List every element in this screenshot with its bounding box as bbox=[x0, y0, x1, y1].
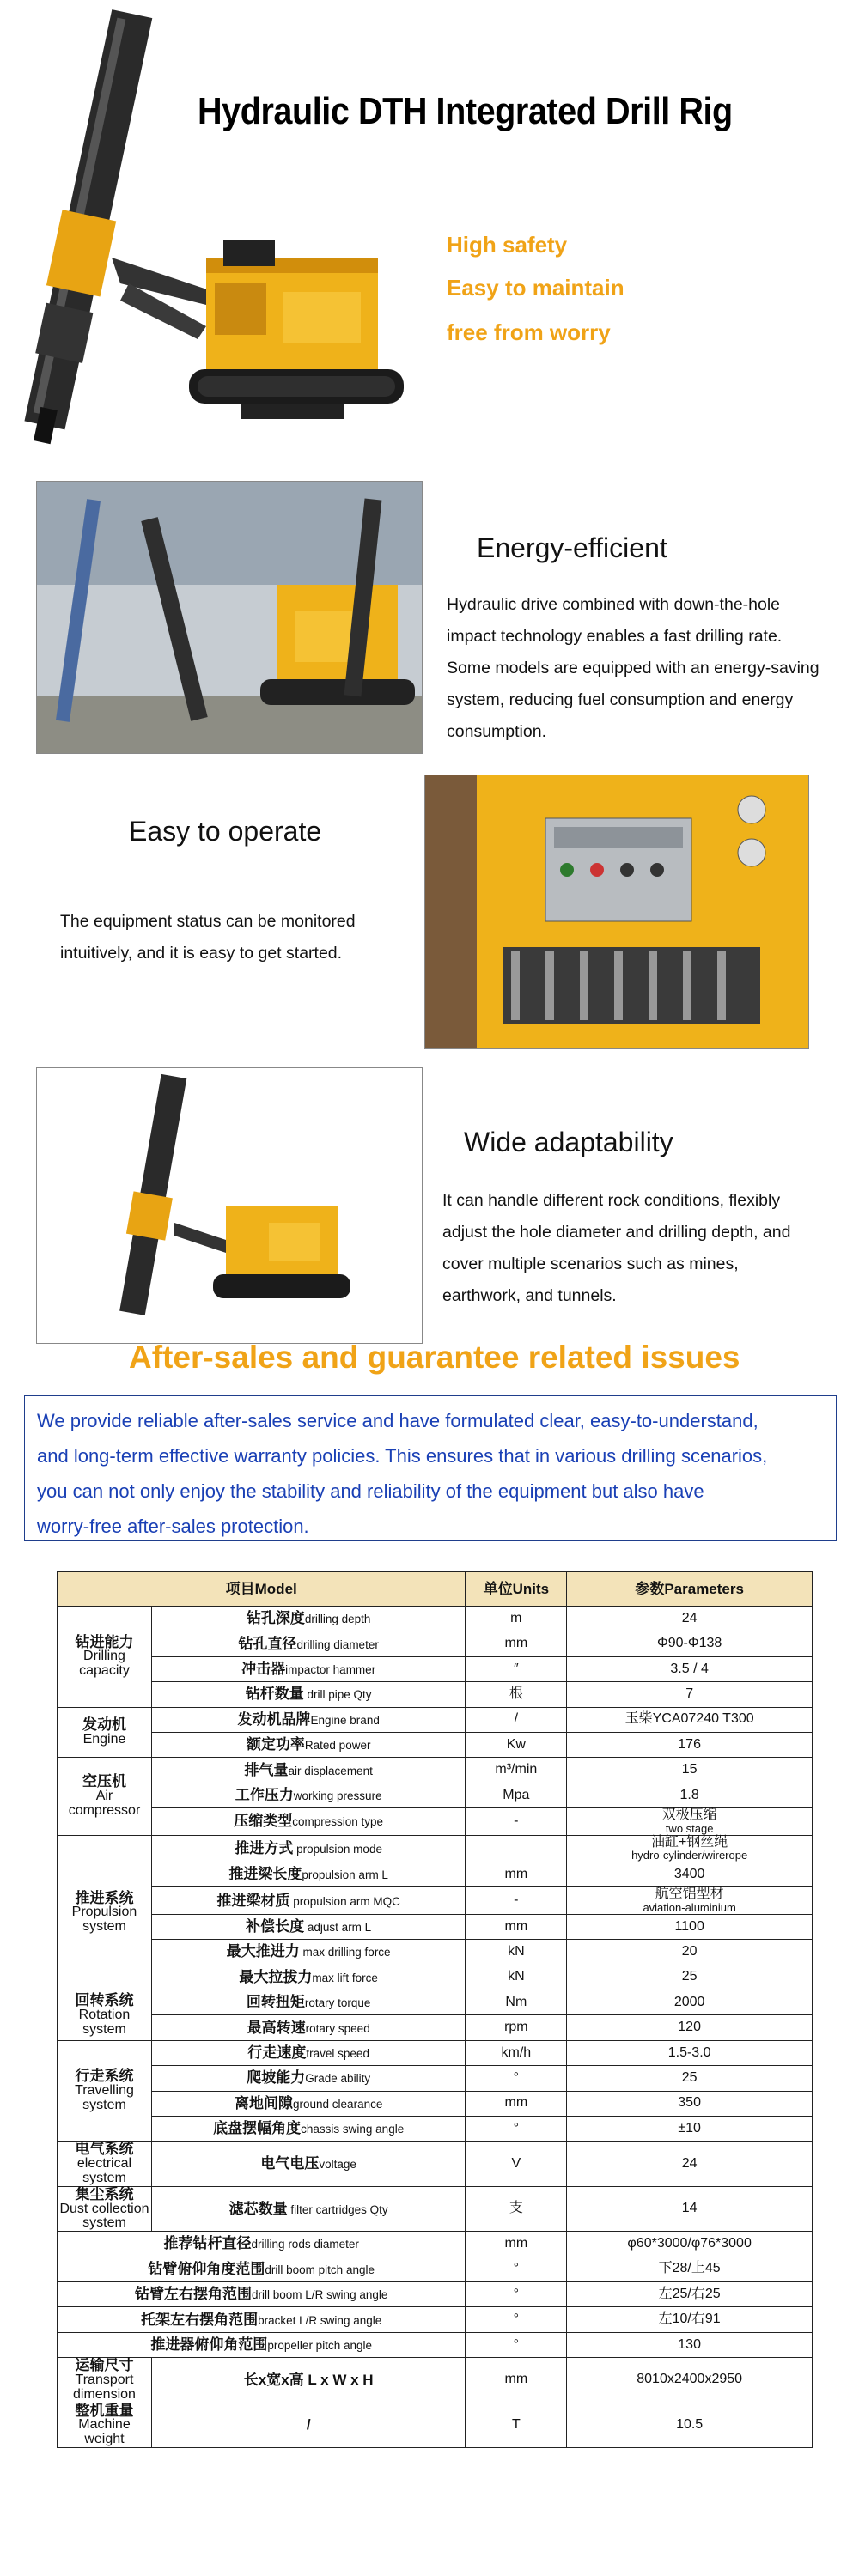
spec-item bbox=[151, 2040, 465, 2065]
spec-value bbox=[567, 1656, 813, 1681]
header-param: 参数Parameters bbox=[567, 1572, 813, 1607]
spec-category-en: Air compressor bbox=[68, 1789, 141, 1818]
energy-line: consumption. bbox=[447, 722, 546, 741]
spec-unit: kN bbox=[466, 1940, 567, 1965]
spec-item-en: rotary speed bbox=[305, 2021, 370, 2035]
spec-row bbox=[58, 1656, 813, 1681]
spec-item-cn: 爬坡能力 bbox=[247, 2069, 306, 2087]
spec-item bbox=[151, 1631, 465, 1656]
spec-value-text: 下28/上45 bbox=[658, 2261, 721, 2276]
spec-item-en: Grade ability bbox=[305, 2072, 371, 2086]
spec-value bbox=[567, 1707, 813, 1732]
spec-value-text: 176 bbox=[678, 1736, 701, 1752]
feature-high-safety: High safety bbox=[447, 232, 568, 258]
spec-item bbox=[58, 2307, 466, 2332]
spec-value-text: 玉柴YCA07240 T300 bbox=[624, 1711, 754, 1727]
spec-value-text: 25 bbox=[681, 1969, 698, 1984]
spec-unit: mm bbox=[466, 1862, 567, 1887]
spec-item-cn: 底盘摆幅角度 bbox=[213, 2120, 302, 2137]
spec-value-text: 15 bbox=[681, 1762, 698, 1777]
spec-item bbox=[151, 1682, 465, 1707]
spec-unit: ″ bbox=[466, 1656, 567, 1681]
spec-category-en: Travelling system bbox=[75, 2083, 134, 2112]
spec-value-text: 双极压缩 bbox=[661, 1807, 717, 1823]
spec-value bbox=[567, 2066, 813, 2091]
spec-value-text: 3.5 / 4 bbox=[670, 1661, 709, 1676]
spec-value-text: 2000 bbox=[673, 1994, 705, 2009]
spec-row bbox=[58, 2040, 813, 2065]
spec-category-en: Machine weight bbox=[78, 2417, 131, 2447]
spec-item-en: Engine brand bbox=[310, 1713, 380, 1727]
spec-unit: / bbox=[466, 1707, 567, 1732]
spec-value-text: 120 bbox=[678, 2020, 701, 2035]
spec-item bbox=[58, 2332, 466, 2357]
spec-row bbox=[58, 2257, 813, 2281]
spec-item-cn: 回转扭矩 bbox=[246, 1994, 305, 2011]
spec-item-en: propulsion arm L bbox=[302, 1868, 388, 1882]
spec-row bbox=[58, 1914, 813, 1939]
spec-category-en: Engine bbox=[82, 1731, 126, 1747]
spec-row bbox=[58, 1808, 813, 1835]
spec-item-en: bracket L/R swing angle bbox=[258, 2313, 382, 2327]
spec-value bbox=[567, 2282, 813, 2307]
spec-value-text: 24 bbox=[681, 2155, 698, 2171]
after-sales-notice bbox=[24, 1395, 837, 1541]
spec-item-cn: 推进梁材质 bbox=[216, 1892, 290, 1909]
spec-item-en: max lift force bbox=[312, 1971, 378, 1984]
spec-value-text: ±10 bbox=[678, 2120, 701, 2136]
spec-item-cn: 冲击器 bbox=[241, 1661, 286, 1678]
spec-category-en: Dust collection system bbox=[59, 2201, 149, 2231]
spec-item bbox=[151, 2015, 465, 2040]
spec-item bbox=[151, 1707, 465, 1732]
spec-value-text: Φ90-Φ138 bbox=[656, 1636, 722, 1651]
spec-category-en: Transport dimension bbox=[73, 2372, 136, 2402]
spec-value-sub: hydro-cylinder/wirerope bbox=[631, 1849, 748, 1862]
spec-item-cn: 额定功率 bbox=[246, 1736, 305, 1753]
spec-value-text: 130 bbox=[678, 2336, 701, 2352]
spec-value bbox=[567, 1990, 813, 2015]
spec-category-cn: 回转系统 bbox=[75, 1992, 134, 2009]
spec-value bbox=[567, 1808, 813, 1835]
operate-heading: Easy to operate bbox=[129, 816, 322, 847]
spec-item bbox=[151, 2142, 465, 2186]
spec-value-text: φ60*3000/φ76*3000 bbox=[627, 2236, 752, 2251]
spec-item bbox=[58, 2232, 466, 2257]
spec-category bbox=[58, 1835, 152, 1990]
spec-value bbox=[567, 1835, 813, 1862]
spec-category-cn: 行走系统 bbox=[75, 2068, 134, 2085]
spec-item-cn: 推荐钻杆直径 bbox=[163, 2235, 252, 2252]
spec-row bbox=[58, 1607, 813, 1631]
spec-row bbox=[58, 1682, 813, 1707]
spec-item bbox=[151, 1783, 465, 1807]
spec-item bbox=[151, 1965, 465, 1990]
spec-item-cn: 排气量 bbox=[244, 1761, 289, 1778]
adapt-line: It can handle different rock conditions, flexibly bbox=[442, 1191, 781, 1210]
after-sales-heading: After-sales and guarantee related issues bbox=[129, 1340, 740, 1375]
energy-line: Some models are equipped with an energy-saving bbox=[447, 659, 819, 677]
adapt-line: earthwork, and tunnels. bbox=[442, 1286, 617, 1305]
spec-item bbox=[151, 1862, 465, 1887]
spec-item-en: drilling diameter bbox=[296, 1637, 379, 1651]
spec-item-en: Rated power bbox=[304, 1739, 371, 1753]
spec-value-text: 7 bbox=[685, 1686, 694, 1701]
spec-item-cn: 最大拉拔力 bbox=[239, 1968, 313, 1985]
spec-row bbox=[58, 2066, 813, 2091]
spec-item-cn: 托架左右摆角范围 bbox=[141, 2311, 259, 2328]
spec-value: 10.5 bbox=[567, 2403, 813, 2447]
spec-item-cn: 钻臂左右摆角范围 bbox=[135, 2286, 253, 2303]
spec-value-text: 14 bbox=[681, 2201, 698, 2216]
spec-unit: km/h bbox=[466, 2040, 567, 2065]
spec-row bbox=[58, 1965, 813, 1990]
spec-unit: m³/min bbox=[466, 1758, 567, 1783]
spec-value bbox=[567, 2332, 813, 2357]
spec-unit: m bbox=[466, 1607, 567, 1631]
spec-item-en: working pressure bbox=[293, 1789, 382, 1802]
spec-value bbox=[567, 1732, 813, 1757]
spec-value bbox=[567, 1607, 813, 1631]
spec-item-en: rotary torque bbox=[304, 1996, 371, 2010]
spec-row bbox=[58, 1758, 813, 1783]
spec-unit: ° bbox=[466, 2066, 567, 2091]
energy-text bbox=[447, 589, 850, 748]
spec-item-en: propeller pitch angle bbox=[267, 2339, 372, 2353]
spec-value bbox=[567, 2307, 813, 2332]
spec-item-cn: 最大推进力 bbox=[226, 1943, 300, 1960]
spec-unit: mm bbox=[466, 2232, 567, 2257]
energy-line: impact technology enables a fast drilling rate. bbox=[447, 627, 783, 646]
adapt-text bbox=[442, 1185, 846, 1312]
spec-unit: V bbox=[466, 2142, 567, 2186]
spec-category-en: Rotation system bbox=[78, 2008, 131, 2037]
spec-item bbox=[151, 1887, 465, 1914]
spec-item bbox=[151, 1990, 465, 2015]
spec-item-en: drilling depth bbox=[304, 1613, 371, 1626]
after-sales-line: worry-free after-sales protection. bbox=[37, 1516, 309, 1537]
spec-row bbox=[58, 1940, 813, 1965]
spec-row bbox=[58, 1887, 813, 1914]
spec-value bbox=[567, 2116, 813, 2141]
after-sales-line: you can not only enjoy the stability and reliability of the equipment but also have bbox=[37, 1480, 704, 1502]
spec-value-text: 左25/右25 bbox=[658, 2286, 721, 2301]
spec-category-en: Drilling capacity bbox=[79, 1649, 130, 1679]
spec-item-cn: 最高转速 bbox=[247, 2019, 306, 2036]
spec-item-cn: 钻孔深度 bbox=[246, 1610, 305, 1627]
spec-value bbox=[567, 1631, 813, 1656]
spec-row bbox=[58, 1862, 813, 1887]
hero-drill-rig-image bbox=[0, 0, 447, 464]
spec-item-en: air displacement bbox=[288, 1764, 373, 1777]
operate-line: The equipment status can be monitored bbox=[60, 912, 356, 931]
spec-row bbox=[58, 2232, 813, 2257]
spec-value-sub: two stage bbox=[665, 1821, 714, 1835]
spec-item bbox=[151, 2091, 465, 2116]
spec-item-cn: 推进方式 bbox=[235, 1839, 294, 1856]
spec-value bbox=[567, 1887, 813, 1914]
spec-item bbox=[58, 2257, 466, 2281]
spec-item-en: voltage bbox=[319, 2158, 356, 2172]
spec-unit: mm bbox=[466, 1631, 567, 1656]
spec-category-cn: 集尘系统 bbox=[75, 2185, 134, 2202]
spec-category bbox=[58, 2186, 152, 2231]
spec-category bbox=[58, 1707, 152, 1758]
spec-item-en: filter cartridges Qty bbox=[287, 2202, 388, 2216]
spec-unit: - bbox=[466, 1887, 567, 1914]
spec-value-text: 左10/右91 bbox=[658, 2312, 721, 2327]
spec-value bbox=[567, 2015, 813, 2040]
spec-unit: mm bbox=[466, 2091, 567, 2116]
spec-value-text: 3400 bbox=[673, 1866, 705, 1881]
spec-category-en: Propulsion system bbox=[71, 1905, 137, 1935]
spec-value bbox=[567, 2232, 813, 2257]
spec-category-cn: 空压机 bbox=[82, 1773, 126, 1790]
energy-line: system, reducing fuel consumption and energy bbox=[447, 690, 794, 709]
spec-row bbox=[58, 2358, 813, 2403]
spec-category-cn: 推进系统 bbox=[75, 1889, 134, 1906]
spec-unit: T bbox=[466, 2403, 567, 2447]
spec-value bbox=[567, 1940, 813, 1965]
spec-row bbox=[58, 1631, 813, 1656]
energy-line: Hydraulic drive combined with down-the-hole bbox=[447, 595, 781, 614]
after-sales-line: We provide reliable after-sales service and have formulated clear, easy-to-understand, bbox=[37, 1410, 758, 1431]
energy-heading: Energy-efficient bbox=[477, 532, 667, 563]
spec-item bbox=[151, 1758, 465, 1783]
spec-unit: mm bbox=[466, 1914, 567, 1939]
spec-value bbox=[567, 2040, 813, 2065]
spec-category-en: electrical system bbox=[76, 2156, 132, 2185]
spec-item-en: adjust arm L bbox=[304, 1921, 372, 1935]
after-sales-line: and long-term effective warranty policies. This ensures that in various drilling scenarios, bbox=[37, 1445, 768, 1467]
spec-item-en: drilling rods diameter bbox=[251, 2238, 359, 2251]
spec-row bbox=[58, 1732, 813, 1757]
spec-item-cn: 钻杆数量 bbox=[245, 1686, 304, 1703]
spec-item-en: drill pipe Qty bbox=[303, 1688, 372, 1702]
spec-item bbox=[58, 2282, 466, 2307]
operate-line: intuitively, and it is easy to get started. bbox=[60, 944, 343, 963]
adapt-line: cover multiple scenarios such as mines, bbox=[442, 1255, 739, 1273]
spec-item-cn: 滤芯数量 bbox=[228, 2200, 288, 2217]
spec-category bbox=[58, 1607, 152, 1708]
spec-item bbox=[151, 1940, 465, 1965]
spec-item-en: impactor hammer bbox=[285, 1663, 376, 1677]
spec-item-cn: 发动机品牌 bbox=[237, 1710, 311, 1728]
spec-row bbox=[58, 2307, 813, 2332]
spec-row bbox=[58, 1707, 813, 1732]
spec-item-cn: 电气电压 bbox=[260, 2155, 320, 2172]
spec-item-cn: 工作压力 bbox=[235, 1787, 294, 1803]
spec-row bbox=[58, 2116, 813, 2141]
spec-item-en: drill boom pitch angle bbox=[265, 2263, 375, 2276]
spec-item bbox=[151, 1607, 465, 1631]
spec-category bbox=[58, 1758, 152, 1835]
spec-unit: mm bbox=[466, 2358, 567, 2403]
spec-value-sub: aviation-aluminium bbox=[643, 1901, 736, 1915]
spec-value-text: 1.8 bbox=[679, 1787, 699, 1802]
spec-item-en: chassis swing angle bbox=[301, 2123, 405, 2136]
spec-table bbox=[57, 1571, 813, 2448]
spec-item bbox=[151, 2066, 465, 2091]
spec-unit: ° bbox=[466, 2116, 567, 2141]
spec-value bbox=[567, 2257, 813, 2281]
spec-item bbox=[151, 1732, 465, 1757]
spec-value-text: 24 bbox=[681, 1610, 698, 1625]
spec-item-en: ground clearance bbox=[293, 2097, 383, 2111]
spec-category-cn: 钻进能力 bbox=[75, 1633, 134, 1650]
spec-value bbox=[567, 1862, 813, 1887]
spec-item-cn: 离地间隙 bbox=[235, 2094, 294, 2111]
spec-value bbox=[567, 1758, 813, 1783]
spec-unit: rpm bbox=[466, 2015, 567, 2040]
spec-row bbox=[58, 1990, 813, 2015]
spec-row bbox=[58, 1835, 813, 1862]
spec-item bbox=[151, 1835, 465, 1862]
spec-item bbox=[151, 1808, 465, 1835]
spec-item-en: travel speed bbox=[306, 2047, 369, 2061]
spec-value-text: 1.5-3.0 bbox=[667, 2044, 711, 2060]
feature-easy-maintain: Easy to maintain bbox=[447, 275, 624, 301]
spec-category bbox=[58, 2142, 152, 2186]
spec-row bbox=[58, 2142, 813, 2186]
spec-value bbox=[567, 2186, 813, 2231]
spec-category-cn: 运输尺寸 bbox=[75, 2357, 134, 2374]
page-title: Hydraulic DTH Integrated Drill Rig bbox=[198, 90, 733, 132]
spec-row bbox=[58, 2332, 813, 2357]
factory-photo bbox=[36, 481, 423, 754]
spec-category bbox=[58, 2403, 152, 2447]
spec-item bbox=[151, 1914, 465, 1939]
spec-value-text: 油缸+钢丝绳 bbox=[650, 1834, 728, 1850]
spec-unit: 支 bbox=[466, 2186, 567, 2231]
spec-item-cn: 行走速度 bbox=[247, 2044, 307, 2062]
spec-item-cn: 钻孔直径 bbox=[238, 1635, 297, 1652]
spec-item-cn: 钻臂俯仰角度范围 bbox=[148, 2260, 265, 2277]
spec-header-row bbox=[58, 1572, 813, 1607]
spec-item-en: propulsion mode bbox=[293, 1842, 382, 1856]
spec-unit: Nm bbox=[466, 1990, 567, 2015]
spec-unit: - bbox=[466, 1808, 567, 1835]
drill-rig-photo bbox=[36, 1067, 423, 1344]
spec-unit bbox=[466, 1835, 567, 1862]
feature-free-worry: free from worry bbox=[447, 319, 611, 345]
spec-item-en: compression type bbox=[292, 1815, 384, 1829]
spec-item-en: propulsion arm MQC bbox=[289, 1894, 400, 1908]
spec-item: / bbox=[151, 2403, 465, 2447]
spec-item-cn: 补偿长度 bbox=[246, 1918, 305, 1935]
spec-item-cn: 压缩类型 bbox=[234, 1813, 293, 1830]
spec-value: 8010x2400x2950 bbox=[567, 2358, 813, 2403]
spec-value bbox=[567, 1914, 813, 1939]
spec-row bbox=[58, 2403, 813, 2447]
spec-row bbox=[58, 2186, 813, 2231]
spec-value bbox=[567, 1682, 813, 1707]
spec-value bbox=[567, 1965, 813, 1990]
spec-unit: ° bbox=[466, 2332, 567, 2357]
spec-value-text: 25 bbox=[681, 2069, 698, 2085]
operate-text bbox=[60, 906, 430, 969]
spec-row bbox=[58, 1783, 813, 1807]
spec-value-text: 350 bbox=[678, 2095, 701, 2111]
header-unit: 单位Units bbox=[466, 1572, 567, 1607]
spec-row bbox=[58, 2015, 813, 2040]
spec-item: 长x宽x高 L x W x H bbox=[151, 2358, 465, 2403]
spec-category-cn: 发动机 bbox=[82, 1716, 126, 1734]
spec-item bbox=[151, 2186, 465, 2231]
spec-item-cn: 推进梁长度 bbox=[228, 1866, 302, 1883]
spec-item bbox=[151, 2116, 465, 2141]
spec-item-en: drill boom L/R swing angle bbox=[252, 2288, 388, 2302]
spec-value bbox=[567, 1783, 813, 1807]
spec-category-cn: 电气系统 bbox=[75, 2141, 134, 2158]
spec-category-cn: 整机重量 bbox=[75, 2402, 134, 2419]
spec-category bbox=[58, 2358, 152, 2403]
header-item: 项目Model bbox=[58, 1572, 466, 1607]
adapt-line: adjust the hole diameter and drilling depth, and bbox=[442, 1223, 791, 1242]
spec-item-cn: 推进器俯仰角范围 bbox=[150, 2336, 268, 2354]
spec-value-text: 航空铝型材 bbox=[655, 1886, 724, 1902]
spec-unit: ° bbox=[466, 2257, 567, 2281]
adapt-heading: Wide adaptability bbox=[464, 1127, 673, 1157]
spec-category bbox=[58, 2040, 152, 2142]
spec-item bbox=[151, 1656, 465, 1681]
spec-unit: ° bbox=[466, 2307, 567, 2332]
spec-value bbox=[567, 2142, 813, 2186]
spec-unit: kN bbox=[466, 1965, 567, 1990]
spec-value bbox=[567, 2091, 813, 2116]
spec-unit: Mpa bbox=[466, 1783, 567, 1807]
spec-category bbox=[58, 1990, 152, 2041]
spec-unit: ° bbox=[466, 2282, 567, 2307]
spec-value-text: 1100 bbox=[674, 1918, 704, 1934]
control-panel-photo bbox=[424, 775, 809, 1049]
spec-unit: Kw bbox=[466, 1732, 567, 1757]
spec-item-en: max drilling force bbox=[299, 1946, 391, 1959]
spec-unit: 根 bbox=[466, 1682, 567, 1707]
spec-value-text: 20 bbox=[681, 1944, 698, 1959]
spec-row bbox=[58, 2091, 813, 2116]
spec-row bbox=[58, 2282, 813, 2307]
